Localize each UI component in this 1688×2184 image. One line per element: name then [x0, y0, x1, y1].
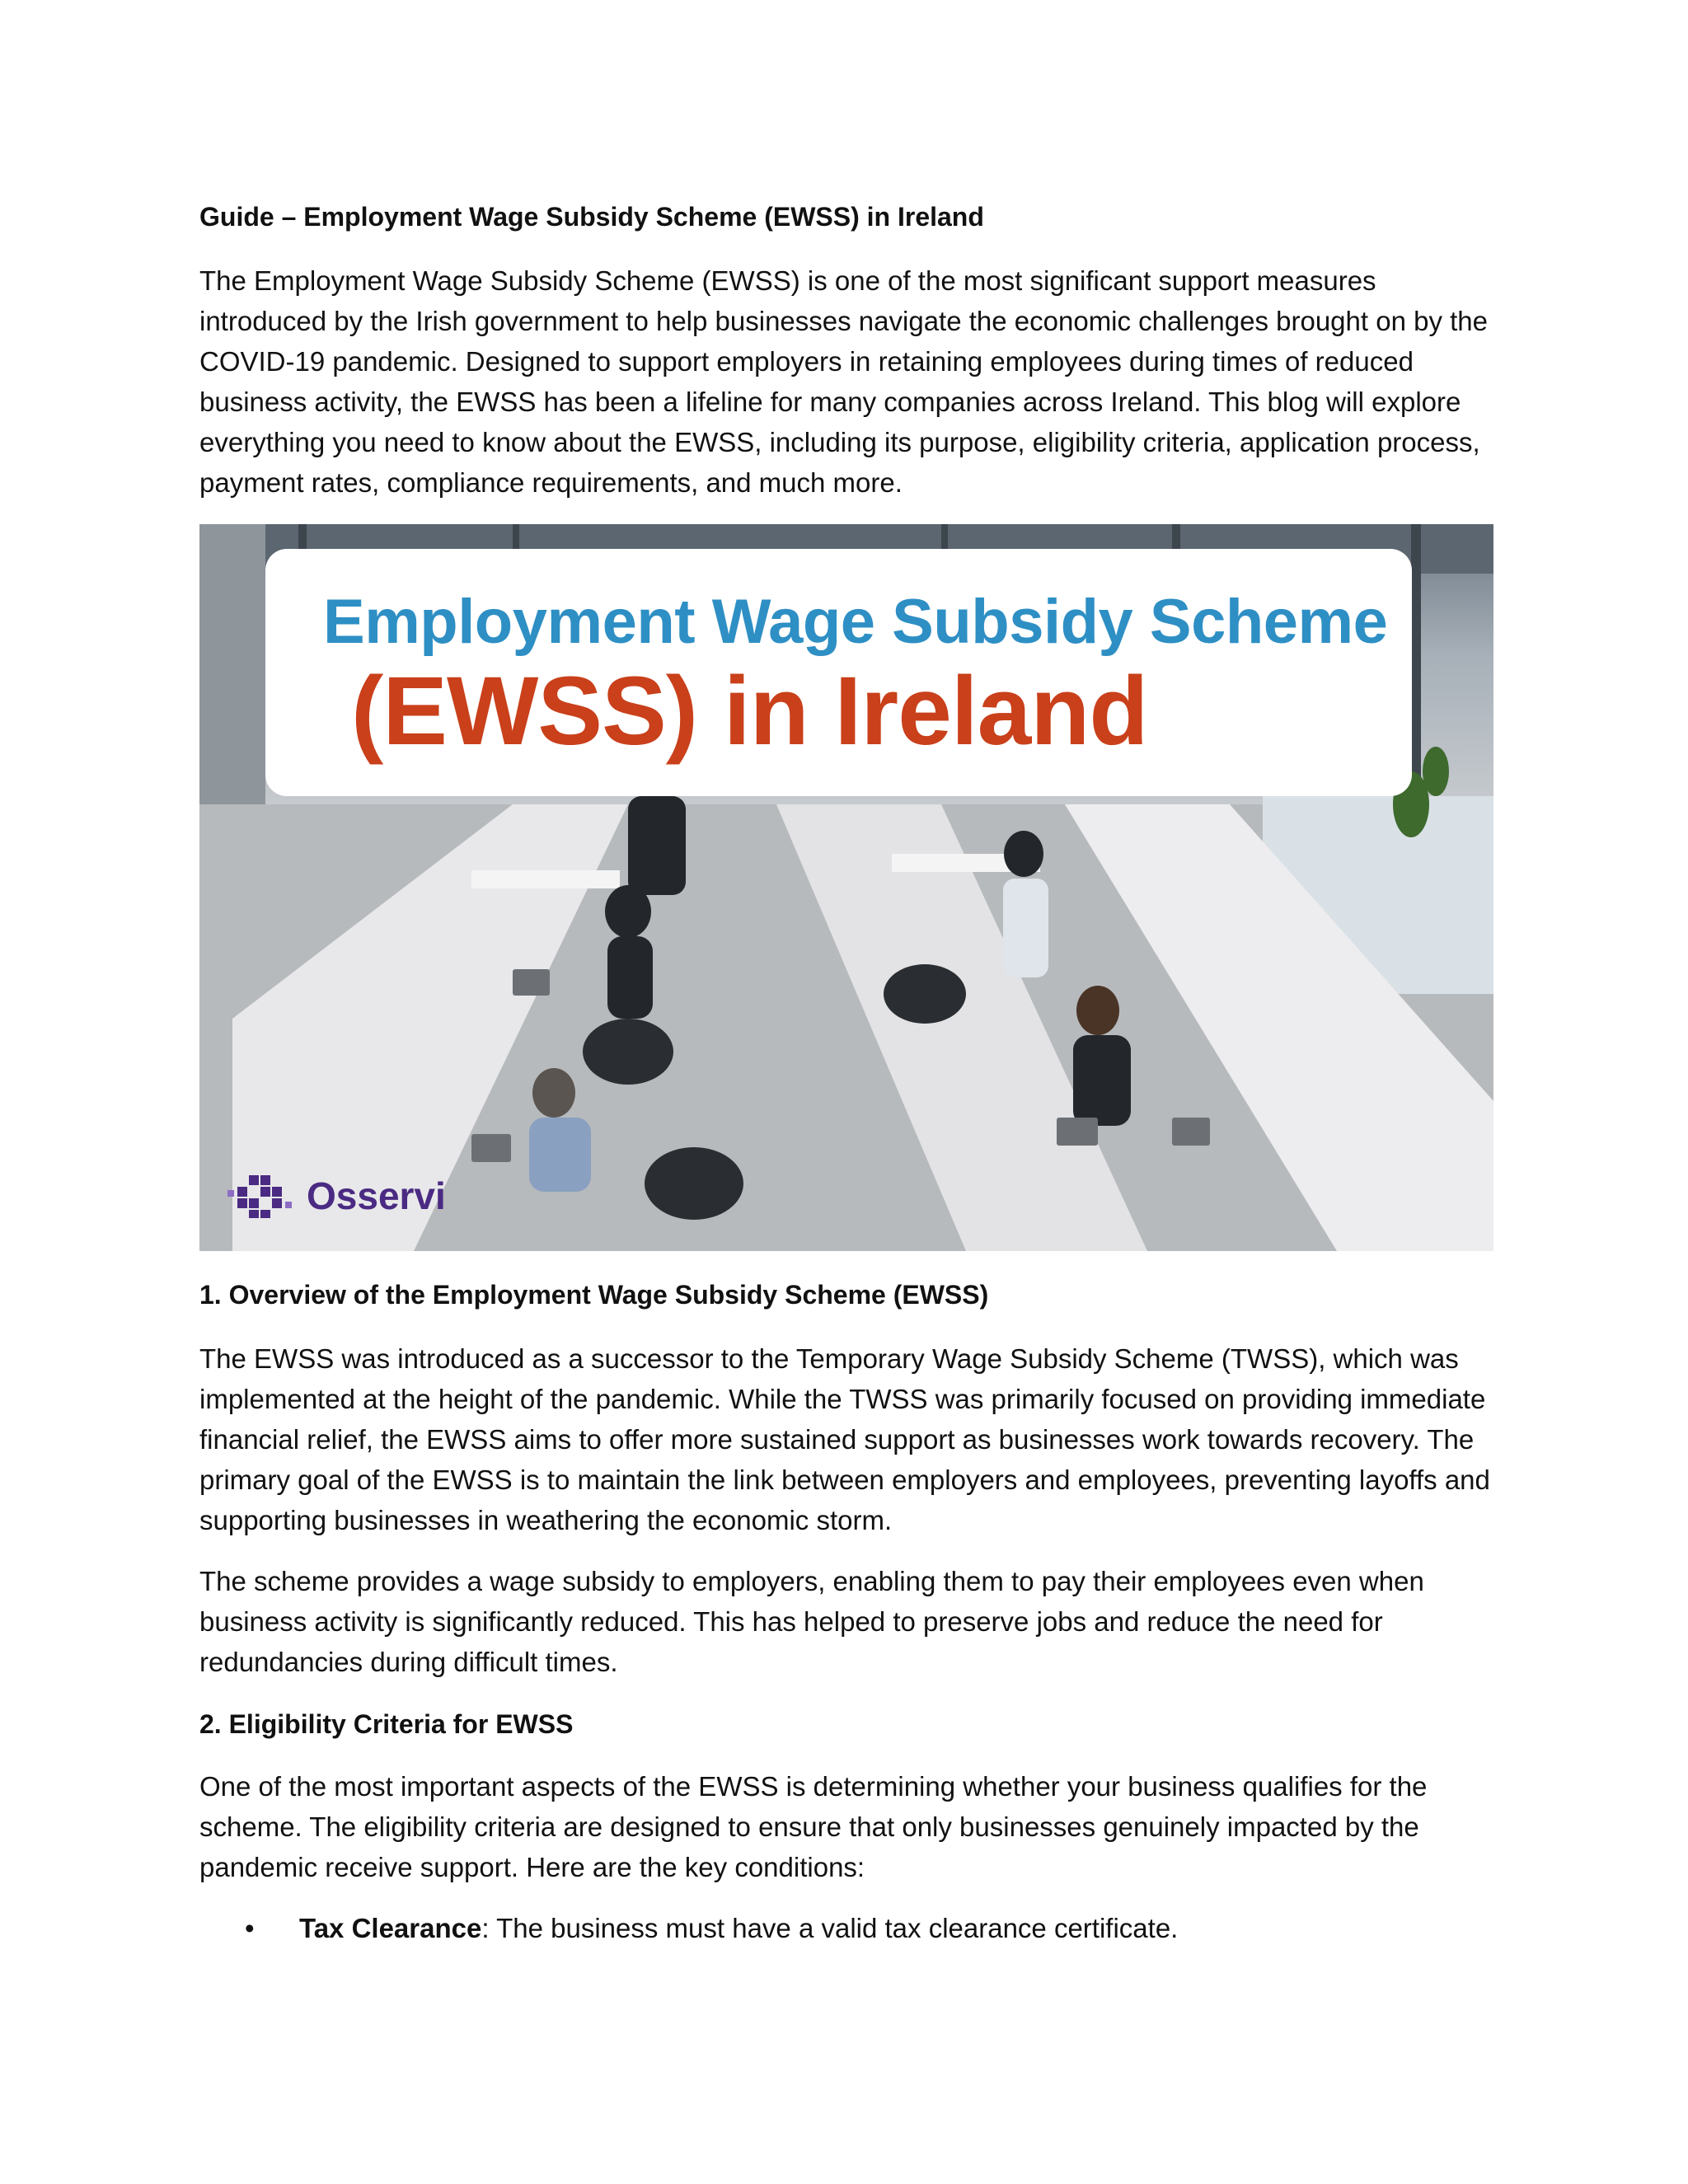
bullet-marker: • — [245, 1913, 255, 1943]
hero-banner — [265, 549, 1412, 796]
overview-paragraph-1: The EWSS was introduced as a successor to the Temporary Wage Subsidy Scheme (TWSS), which was implemented at the height of the pandemic. While the TWSS was primarily focused on providing immediate financial relief, the EWSS aims to offer more sustained support as businesses work towards recovery. The primary goal of the EWSS is to maintain the link between employers and employees, preventing layoffs and supporting businesses in weathering the economic storm. — [199, 1343, 1490, 1535]
overview-paragraph-2: The scheme provides a wage subsidy to employers, enabling them to pay their employees even when business activity is significantly reduced. This has helped to preserve jobs and reduce the need for redundancies during difficult times. — [199, 1566, 1424, 1677]
hero-image — [199, 524, 1493, 1251]
document-title: Guide – Employment Wage Subsidy Scheme (EWSS) in Ireland — [199, 202, 984, 232]
section-heading-eligibility: 2. Eligibility Criteria for EWSS — [199, 1709, 574, 1739]
bullet-description: : The business must have a valid tax clearance certificate. — [481, 1913, 1179, 1943]
logo-text: Osservi — [307, 1174, 446, 1217]
banner-title-line-1: Employment Wage Subsidy Scheme — [323, 587, 1388, 657]
bullet-text — [299, 1908, 1178, 1948]
intro-paragraph: The Employment Wage Subsidy Scheme (EWSS) is one of the most significant support measures introduced by the Irish government to help businesses navigate the economic challenges brought on by the COVID-19 pandemic. Designed to support employers in retaining employees during times of reduced business activity, the EWSS has been a lifeline for many companies across Ireland. This blog will explore everything you need to know about the EWSS, including its purpose, eligibility criteria, application process, payment rates, compliance requirements, and much more. — [199, 265, 1488, 498]
bullet-term: Tax Clearance — [299, 1913, 482, 1943]
section-heading-overview: 1. Overview of the Employment Wage Subsidy Scheme (EWSS) — [199, 1280, 989, 1310]
banner-title-line-2: (EWSS) in Ireland — [351, 657, 1148, 766]
eligibility-paragraph: One of the most important aspects of the EWSS is determining whether your business qualifies for the scheme. The eligibility criteria are designed to ensure that only businesses genuinely impacted by the pandemic receive support. Here are the key conditions: — [199, 1771, 1428, 1882]
osservi-logo-icon — [224, 1169, 298, 1221]
